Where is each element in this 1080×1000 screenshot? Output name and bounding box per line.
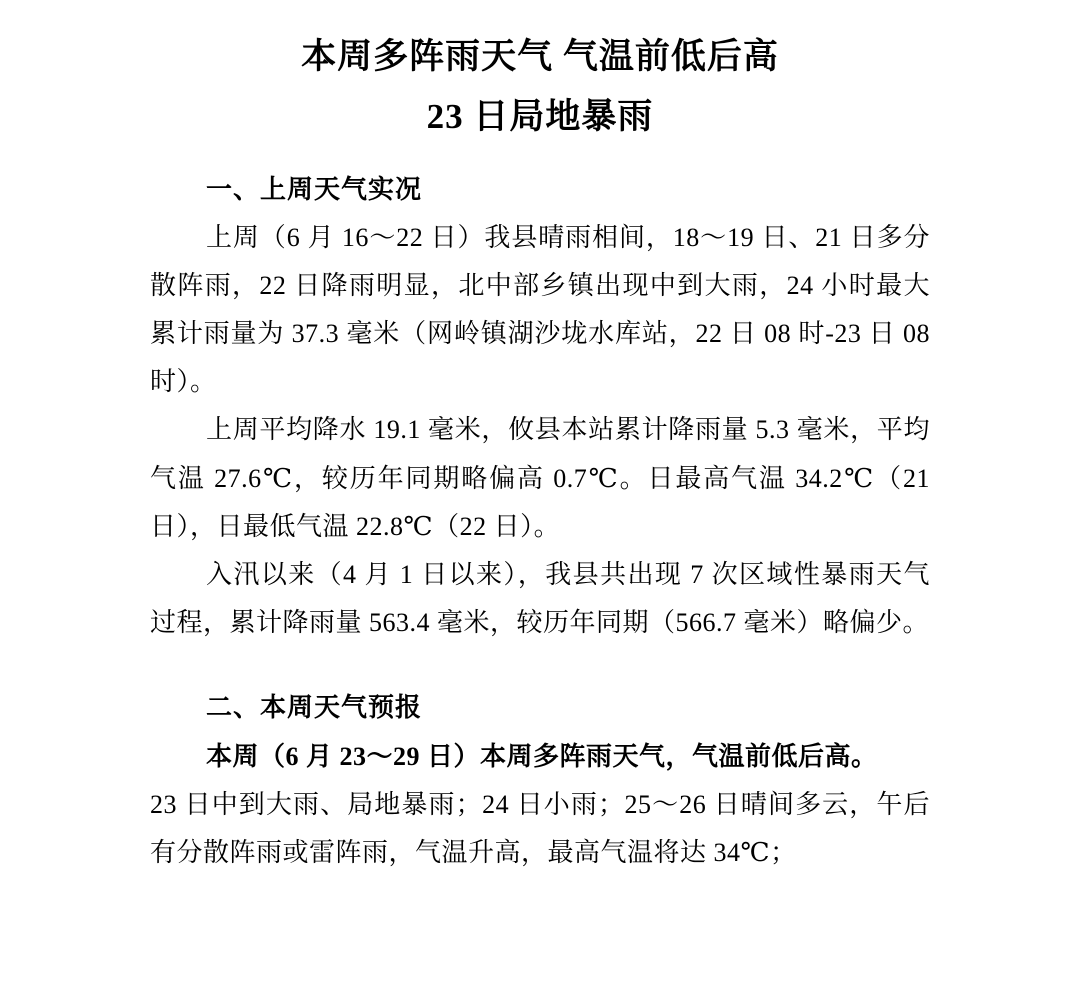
paragraph: 上周（6 月 16～22 日）我县晴雨相间，18～19 日、21 日多分散阵雨，22 日降雨明显，北中部乡镇出现中到大雨，24 小时最大累计雨量为 37.3 毫米（网岭镇湖沙垅水库站，22 日 08 时-23 日 08 时）。 [150,223,930,397]
paragraph: 入汛以来（4 月 1 日以来），我县共出现 7 次区域性暴雨天气过程，累计降雨量 563.4 毫米，较历年同期（566.7 毫米）略偏少。 [150,559,930,637]
section-heading-2: 二、本周天气预报 [206,692,423,722]
page-title-line-1: 本周多阵雨天气 气温前低后高 [301,37,779,76]
page-title [150,30,930,145]
section-heading-1: 一、上周天气实况 [206,174,423,204]
paragraph: 上周平均降水 19.1 毫米，攸县本站累计降雨量 5.3 毫米，平均气温 27.6℃，较历年同期略偏高 0.7℃。日最高气温 34.2℃（21 日），日最低气温 22.8℃（22 日）。 [150,415,930,541]
paragraph: 23 日中到大雨、局地暴雨；24 日小雨；25～26 日晴间多云，午后有分散阵雨或雷阵雨，气温升高，最高气温将达 34℃； [150,789,930,867]
paragraph-emphasis: 本周（6 月 23～29 日）本周多阵雨天气，气温前低后高。 [206,741,878,771]
page-title-line-2: 23 日局地暴雨 [426,97,654,137]
